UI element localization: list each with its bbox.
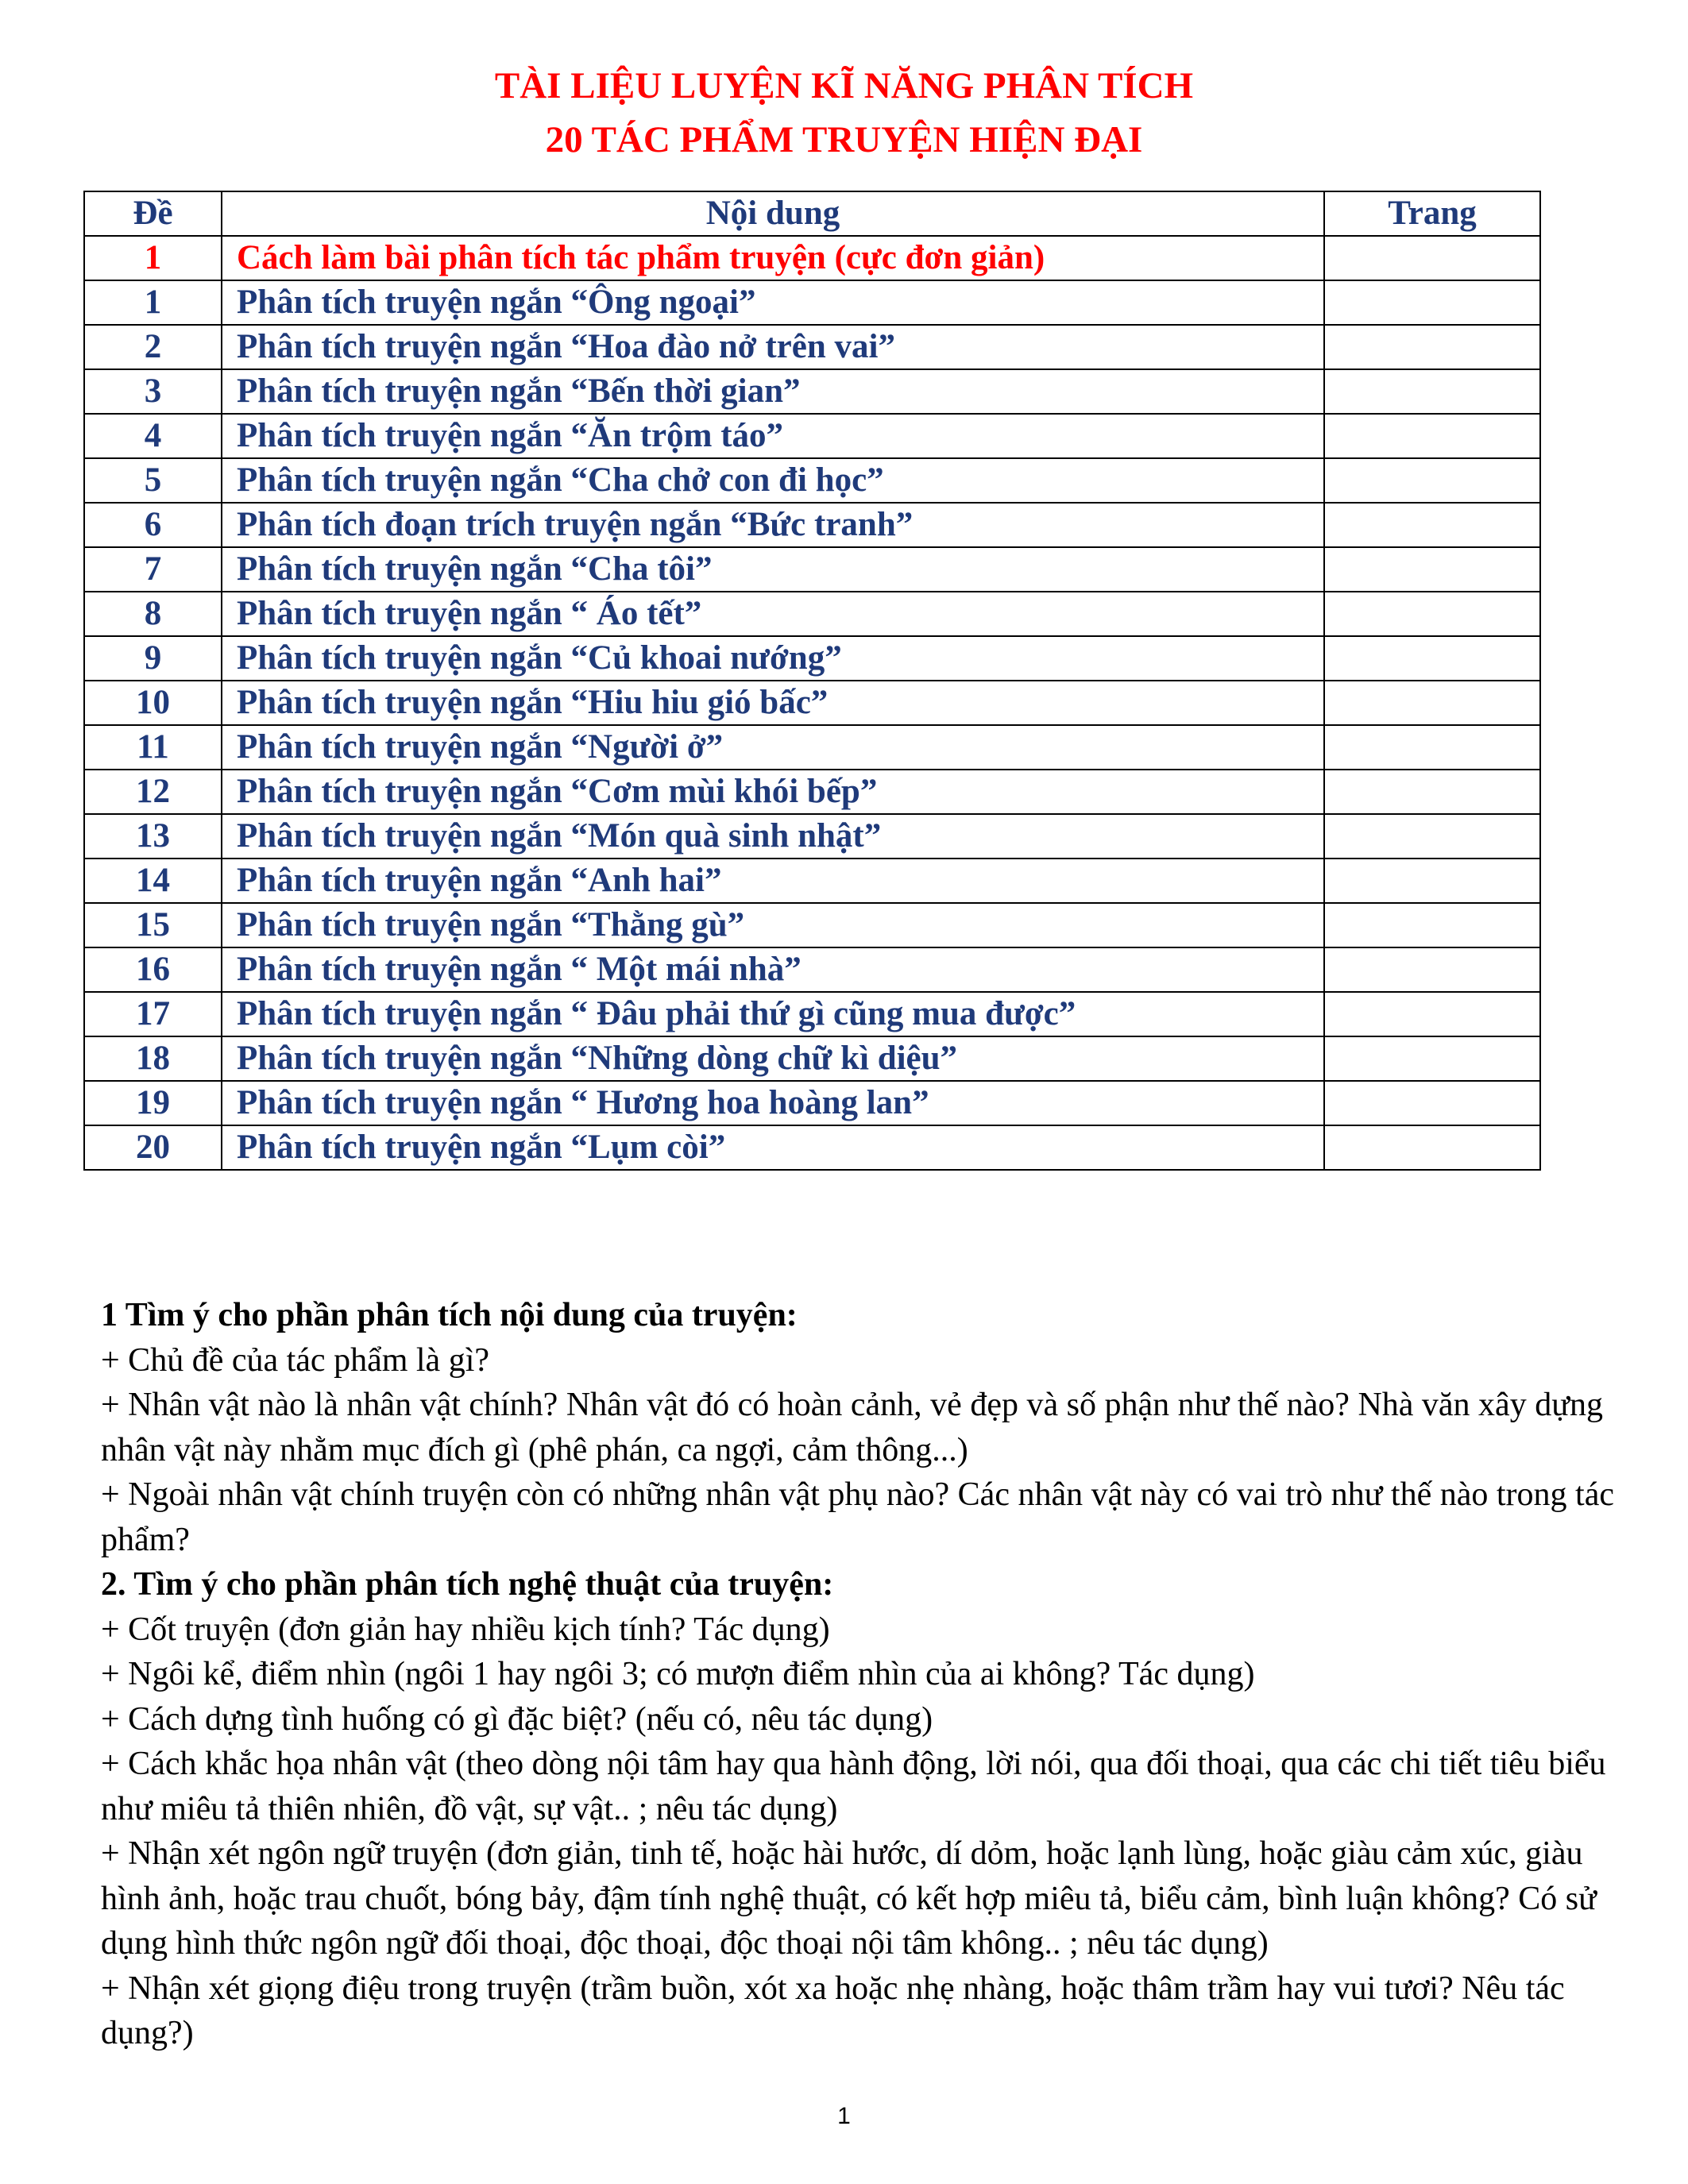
toc-cell-content: Phân tích truyện ngắn “Củ khoai nướng” xyxy=(222,636,1324,681)
toc-header-trang: Trang xyxy=(1324,191,1540,236)
document-title-line1: TÀI LIỆU LUYỆN KĨ NĂNG PHÂN TÍCH xyxy=(494,65,1194,106)
toc-header-noi-dung: Nội dung xyxy=(222,191,1324,236)
table-row xyxy=(84,859,1540,903)
toc-cell-page xyxy=(1324,814,1540,859)
paragraph: + Nhận xét giọng điệu trong truyện (trầm buồn, xót xa hoặc nhẹ nhàng, hoặc thâm trầm hay vui tươi? Nêu tác dụng?) xyxy=(101,1970,1565,2051)
table-of-contents xyxy=(83,191,1541,1171)
table-row xyxy=(84,681,1540,725)
toc-cell-page xyxy=(1324,236,1540,280)
toc-cell-content: Phân tích truyện ngắn “Cơm mùi khói bếp” xyxy=(222,770,1324,814)
analysis-guide xyxy=(101,1293,1626,2056)
paragraph: + Cốt truyện (đơn giản hay nhiều kịch tính? Tác dụng) xyxy=(101,1611,830,1648)
toc-cell-number: 14 xyxy=(84,859,222,903)
table-row xyxy=(84,770,1540,814)
toc-cell-number: 4 xyxy=(84,414,222,458)
table-row xyxy=(84,947,1540,992)
section-heading-content: 1 Tìm ý cho phần phân tích nội dung của truyện: xyxy=(101,1297,798,1333)
table-row xyxy=(84,814,1540,859)
toc-cell-page xyxy=(1324,636,1540,681)
paragraph: + Nhận xét ngôn ngữ truyện (đơn giản, tinh tế, hoặc hài hước, dí dỏm, hoặc lạnh lùng, hoặc giàu cảm xúc, giàu hình ảnh, hoặc trau chuốt, bóng bảy, đậm tính nghệ thuật, có kết hợp miêu tả, biểu cảm, bình luận không? Có sử dụng hình thức ngôn ngữ đối thoại, độc thoại, độc thoại nội tâm không.. ; nêu tác dụng) xyxy=(101,1835,1597,1962)
table-row xyxy=(84,547,1540,592)
toc-cell-content: Phân tích truyện ngắn “Hoa đào nở trên vai” xyxy=(222,325,1324,369)
toc-cell-page xyxy=(1324,1036,1540,1081)
toc-cell-number: 1 xyxy=(84,280,222,325)
toc-cell-page xyxy=(1324,280,1540,325)
toc-cell-content: Phân tích truyện ngắn “ Đâu phải thứ gì cũng mua được” xyxy=(222,992,1324,1036)
toc-cell-page xyxy=(1324,725,1540,770)
toc-cell-number: 17 xyxy=(84,992,222,1036)
paragraph: + Cách dựng tình huống có gì đặc biệt? (nếu có, nêu tác dụng) xyxy=(101,1700,933,1738)
toc-cell-number: 8 xyxy=(84,592,222,636)
toc-cell-content: Phân tích truyện ngắn “Món quà sinh nhật” xyxy=(222,814,1324,859)
table-row xyxy=(84,236,1540,280)
table-row xyxy=(84,280,1540,325)
paragraph: + Ngoài nhân vật chính truyện còn có những nhân vật phụ nào? Các nhân vật này có vai trò như thế nào trong tác phẩm? xyxy=(101,1476,1614,1558)
toc-cell-page xyxy=(1324,992,1540,1036)
toc-cell-content: Phân tích truyện ngắn “Cha tôi” xyxy=(222,547,1324,592)
toc-cell-content: Phân tích truyện ngắn “Người ở” xyxy=(222,725,1324,770)
toc-cell-page xyxy=(1324,903,1540,947)
toc-cell-page xyxy=(1324,1125,1540,1170)
paragraph: + Ngôi kể, điểm nhìn (ngôi 1 hay ngôi 3; có mượn điểm nhìn của ai không? Tác dụng) xyxy=(101,1656,1255,1692)
toc-cell-number: 5 xyxy=(84,458,222,503)
table-row xyxy=(84,725,1540,770)
toc-cell-page xyxy=(1324,414,1540,458)
toc-cell-page xyxy=(1324,592,1540,636)
toc-cell-page xyxy=(1324,947,1540,992)
toc-body xyxy=(84,236,1540,1170)
toc-cell-number: 20 xyxy=(84,1125,222,1170)
toc-cell-number: 3 xyxy=(84,369,222,414)
toc-cell-number: 10 xyxy=(84,681,222,725)
toc-cell-content: Phân tích truyện ngắn “Anh hai” xyxy=(222,859,1324,903)
table-row xyxy=(84,592,1540,636)
toc-cell-number: 6 xyxy=(84,503,222,547)
toc-cell-page xyxy=(1324,547,1540,592)
toc-cell-page xyxy=(1324,503,1540,547)
toc-cell-page xyxy=(1324,369,1540,414)
toc-cell-content: Phân tích truyện ngắn “Lụm còi” xyxy=(222,1125,1324,1170)
toc-cell-number: 9 xyxy=(84,636,222,681)
table-row xyxy=(84,503,1540,547)
section-heading-art: 2. Tìm ý cho phần phân tích nghệ thuật của truyện: xyxy=(101,1566,834,1603)
table-row xyxy=(84,414,1540,458)
paragraph: + Cách khắc họa nhân vật (theo dòng nội tâm hay qua hành động, lời nói, qua đối thoại, qua các chi tiết tiêu biểu như miêu tả thiên nhiên, đồ vật, sự vật.. ; nêu tác dụng) xyxy=(101,1746,1606,1827)
toc-cell-content: Phân tích truyện ngắn “ Một mái nhà” xyxy=(222,947,1324,992)
toc-cell-content: Phân tích truyện ngắn “Thằng gù” xyxy=(222,903,1324,947)
table-row xyxy=(84,1125,1540,1170)
page-number: 1 xyxy=(837,2103,851,2129)
paragraph: + Chủ đề của tác phẩm là gì? xyxy=(101,1341,490,1379)
table-row xyxy=(84,369,1540,414)
toc-cell-content: Phân tích truyện ngắn “Ông ngoại” xyxy=(222,280,1324,325)
table-row xyxy=(84,458,1540,503)
toc-header-row xyxy=(84,191,1540,236)
toc-cell-page xyxy=(1324,770,1540,814)
table-row xyxy=(84,325,1540,369)
toc-cell-number: 2 xyxy=(84,325,222,369)
toc-cell-number: 19 xyxy=(84,1081,222,1125)
toc-cell-content: Phân tích truyện ngắn “Ăn trộm táo” xyxy=(222,414,1324,458)
toc-cell-content: Phân tích truyện ngắn “ Áo tết” xyxy=(222,592,1324,636)
toc-cell-number: 7 xyxy=(84,547,222,592)
toc-cell-number: 1 xyxy=(84,236,222,280)
toc-header-de: Đề xyxy=(84,191,222,236)
table-row xyxy=(84,636,1540,681)
toc-cell-content: Cách làm bài phân tích tác phẩm truyện (cực đơn giản) xyxy=(222,236,1324,280)
toc-cell-page xyxy=(1324,1081,1540,1125)
toc-cell-number: 11 xyxy=(84,725,222,770)
toc-cell-page xyxy=(1324,681,1540,725)
table-row xyxy=(84,903,1540,947)
paragraph: + Nhân vật nào là nhân vật chính? Nhân vật đó có hoàn cảnh, vẻ đẹp và số phận như thế nào? Nhà văn xây dựng nhân vật này nhằm mục đích gì (phê phán, ca ngợi, cảm thông...) xyxy=(101,1387,1603,1468)
toc-cell-number: 18 xyxy=(84,1036,222,1081)
toc-cell-number: 12 xyxy=(84,770,222,814)
toc-cell-content: Phân tích truyện ngắn “Cha chở con đi học” xyxy=(222,458,1324,503)
table-row xyxy=(84,992,1540,1036)
toc-cell-content: Phân tích truyện ngắn “Hiu hiu gió bấc” xyxy=(222,681,1324,725)
toc-cell-content: Phân tích truyện ngắn “Bến thời gian” xyxy=(222,369,1324,414)
document-title-line2: 20 TÁC PHẨM TRUYỆN HIỆN ĐẠI xyxy=(545,119,1143,160)
toc-cell-number: 13 xyxy=(84,814,222,859)
toc-cell-page xyxy=(1324,325,1540,369)
table-row xyxy=(84,1036,1540,1081)
toc-cell-number: 16 xyxy=(84,947,222,992)
toc-cell-content: Phân tích đoạn trích truyện ngắn “Bức tranh” xyxy=(222,503,1324,547)
toc-cell-page xyxy=(1324,458,1540,503)
toc-cell-content: Phân tích truyện ngắn “ Hương hoa hoàng lan” xyxy=(222,1081,1324,1125)
table-row xyxy=(84,1081,1540,1125)
toc-cell-content: Phân tích truyện ngắn “Những dòng chữ kì diệu” xyxy=(222,1036,1324,1081)
toc-cell-number: 15 xyxy=(84,903,222,947)
toc-cell-page xyxy=(1324,859,1540,903)
